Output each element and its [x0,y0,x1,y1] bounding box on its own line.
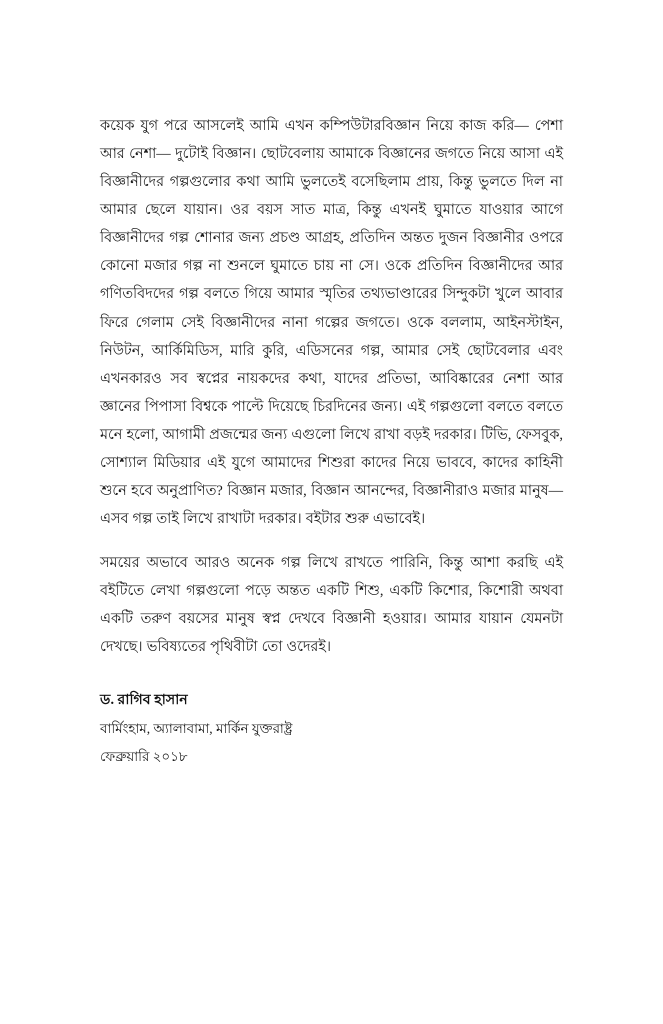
body-paragraph-2: সময়ের অভাবে আরও অনেক গল্প লিখে রাখতে পারিনি, কিন্তু আশা করছি এই বইটিতে লেখা গল্পগুলো পড়ে অন্তত একটি শিশু, একটি কিশোর, কিশোরী অথবা একটি তরুণ বয়সের মানুষ স্বপ্ন দেখবে বিজ্ঞানী হওয়ার। আমার যায়ান যেমনটা দেখছে। ভবিষ্যতের পৃথিবীটা তো ওদেরই। [100,555,563,656]
author-location: বার্মিংহাম, অ্যালাবামা, মার্কিন যুক্তরাষ্ট্র [100,721,293,737]
page-body [100,112,563,769]
author-name: ড. রাগিব হাসান [100,692,188,709]
body-paragraph-1: কয়েক যুগ পরে আসলেই আমি এখন কম্পিউটারবিজ্ঞান নিয়ে কাজ করি— পেশা আর নেশা— দুটোই বিজ্ঞান। ছোটবেলায় আমাকে বিজ্ঞানের জগতে নিয়ে আসা এই বিজ্ঞানীদের গল্পগুলোর কথা আমি ভুলতেই বসেছিলাম প্রায়, কিন্তু ভুলতে দিল না আমার ছেলে যায়ান। ওর বয়স সাত মাত্র, কিন্তু এখনই ঘুমাতে যাওয়ার আগে বিজ্ঞানীদের গল্প শোনার জন্য প্রচণ্ড আগ্রহ, প্রতিদিন অন্তত দুজন বিজ্ঞানীর ওপরে কোনো মজার গল্প না শুনলে ঘুমাতে চায় না সে। ওকে প্রতিদিন বিজ্ঞানীদের আর গণিতবিদদের গল্প বলতে গিয়ে আমার স্মৃতির তথ্যভাণ্ডারের সিন্দুকটা খুলে আবার ফিরে গেলাম সেই বিজ্ঞানীদের নানা গল্পের জগতে। ওকে বললাম, আইনস্টাইন, নিউটন, আর্কিমিডিস, মারি কুরি, এডিসনের গল্প, আমার সেই ছোটবেলার এবং এখনকারও সব স্বপ্নের নায়কদের কথা, যাদের প্রতিভা, আবিষ্কারের নেশা আর জ্ঞানের পিপাসা বিশ্বকে পাল্টে দিয়েছে চিরদিনের জন্য। এই গল্পগুলো বলতে বলতে মনে হলো, আগামী প্রজন্মের জন্য এগুলো লিখে রাখা বড়ই দরকার। টিভি, ফেসবুক, সোশ্যাল মিডিয়ার এই যুগে আমাদের শিশুরা কাদের নিয়ে ভাববে, কাদের কাহিনী শুনে হবে অনুপ্রাণিত? বিজ্ঞান মজার, বিজ্ঞান আনন্দের, বিজ্ঞানীরাও মজার মানুষ— এসব গল্প তাই লিখে রাখাটা দরকার। বইটার শুরু এভাবেই। [100,118,563,528]
signature-date: ফেব্রুয়ারি ২০১৮ [100,748,188,764]
author-signature-block [100,687,563,769]
